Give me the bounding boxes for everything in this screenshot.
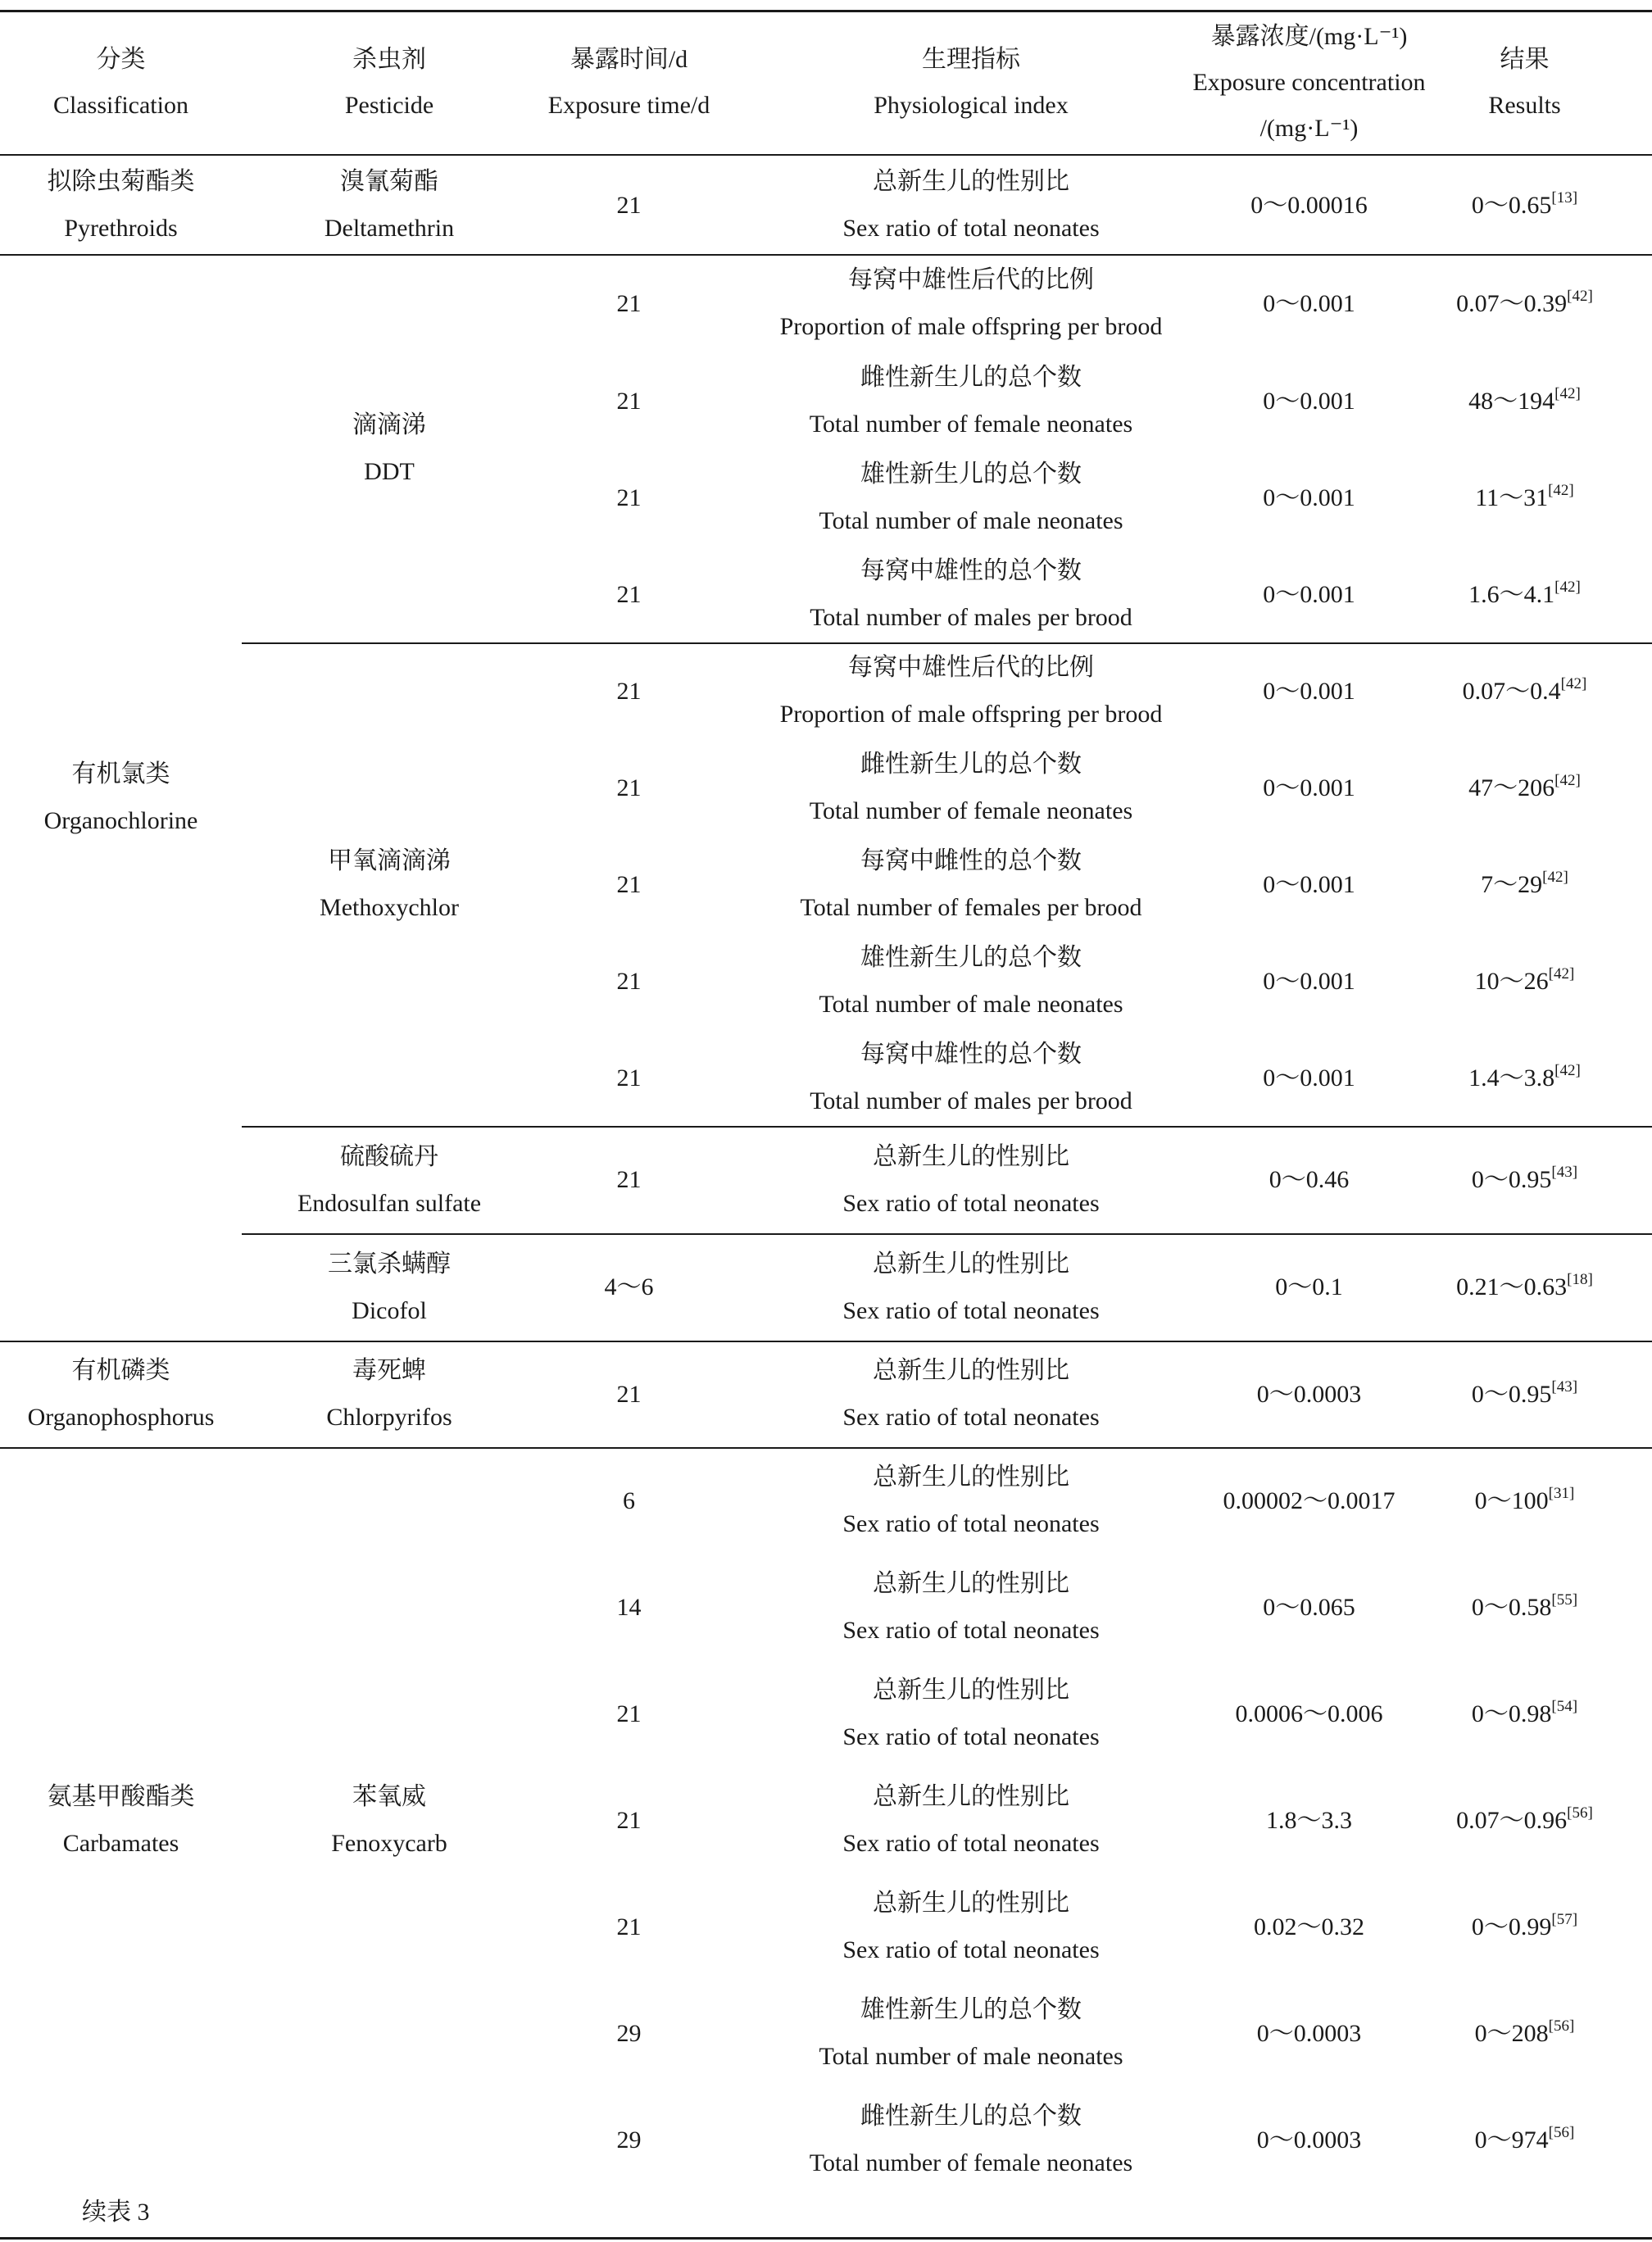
result-cell [1397, 1447, 1652, 1554]
physiological-index-cell [721, 1873, 1221, 1980]
result-cell [1397, 836, 1652, 933]
exposure-concentration-value: 0.0006～0.006 [1235, 1700, 1383, 1727]
physiological-index-zh: 总新生儿的性别比 [873, 1677, 1069, 1704]
header-index-en: Physiological index [874, 92, 1069, 119]
result-value: 48～194[42] [1468, 384, 1581, 415]
physiological-index-en: Sex ratio of total neonates [842, 1723, 1100, 1750]
exposure-time-cell [537, 449, 721, 546]
exposure-time-cell [537, 1767, 721, 1873]
exposure-concentration-value: 0～0.065 [1263, 1593, 1355, 1621]
pesticide-cell [242, 156, 537, 254]
exposure-time-cell [537, 352, 721, 449]
pesticide-en: DDT [364, 458, 415, 485]
result-value: 7～29[42] [1481, 868, 1568, 898]
physiological-index-en: Total number of female neonates [809, 411, 1133, 438]
result-value: 0～974[56] [1474, 2123, 1575, 2154]
pesticide-cell [242, 642, 537, 1126]
header-time-en: Exposure time/d [547, 92, 710, 119]
classification-zh: 拟除虫菊酯类 [47, 168, 195, 195]
classification-cell [0, 1341, 242, 1447]
exposure-time-value: 4～6 [604, 1273, 654, 1300]
pesticide-zh: 硫酸硫丹 [340, 1142, 438, 1170]
pesticide-cell [242, 254, 537, 642]
exposure-concentration-value: 0～0.001 [1263, 387, 1355, 415]
physiological-index-zh: 雄性新生儿的总个数 [860, 1996, 1082, 2023]
exposure-time-value: 6 [623, 1486, 635, 1514]
reference-superscript: [54] [1551, 1697, 1578, 1715]
reference-superscript: [31] [1548, 1484, 1575, 1502]
physiological-index-zh: 雌性新生儿的总个数 [860, 2103, 1082, 2130]
physiological-index-zh: 雌性新生儿的总个数 [860, 364, 1082, 391]
result-cell [1397, 1660, 1652, 1767]
physiological-index-en: Proportion of male offspring per brood [779, 701, 1163, 728]
header-exposure-concentration [1192, 11, 1426, 154]
reference-superscript: [56] [1548, 2123, 1575, 2141]
pesticide-zh: 毒死蜱 [352, 1357, 426, 1384]
exposure-time-value: 21 [616, 967, 642, 995]
result-value: 0～0.98[54] [1471, 1697, 1578, 1727]
physiological-index-en: Sex ratio of total neonates [842, 1617, 1100, 1644]
exposure-concentration-cell [1221, 739, 1397, 836]
exposure-concentration-value: 0～0.001 [1263, 483, 1355, 511]
exposure-concentration-cell [1221, 352, 1397, 449]
physiological-index-en: Total number of male neonates [819, 2043, 1123, 2070]
classification-cell [0, 156, 242, 254]
header-exposure-time [537, 11, 721, 154]
result-cell [1397, 1767, 1652, 1873]
exposure-concentration-value: 0.02～0.32 [1254, 1913, 1364, 1940]
exposure-concentration-value: 0～0.001 [1263, 967, 1355, 995]
header-results-en: Results [1488, 92, 1561, 119]
exposure-time-cell [537, 1554, 721, 1660]
exposure-time-value: 21 [616, 387, 642, 415]
exposure-time-cell [537, 1873, 721, 1980]
result-value: 10～26[42] [1474, 964, 1575, 995]
physiological-index-cell [721, 546, 1221, 642]
reference-superscript: [42] [1548, 481, 1574, 499]
exposure-concentration-value: 0～0.0003 [1256, 1380, 1362, 1408]
physiological-index-zh: 每窝中雄性后代的比例 [848, 654, 1094, 681]
result-cell [1397, 254, 1652, 352]
header-results [1397, 11, 1652, 154]
exposure-concentration-cell [1221, 156, 1397, 254]
pesticide-cell [242, 1341, 537, 1447]
exposure-time-value: 21 [616, 1806, 642, 1834]
physiological-index-cell [721, 836, 1221, 933]
result-value: 0～208[56] [1474, 2017, 1575, 2047]
pesticide-zh: 甲氧滴滴涕 [328, 847, 451, 874]
result-value: 0.21～0.63[18] [1456, 1271, 1593, 1300]
classification-cell [0, 254, 242, 1341]
physiological-index-en: Sex ratio of total neonates [842, 1510, 1100, 1537]
result-cell [1397, 1341, 1652, 1447]
physiological-index-cell [721, 352, 1221, 449]
result-value: 0～0.99[57] [1471, 1910, 1578, 1940]
physiological-index-cell [721, 2086, 1221, 2193]
result-value: 0～0.95[43] [1471, 1164, 1578, 1193]
exposure-time-value: 21 [616, 1380, 642, 1408]
result-cell [1397, 739, 1652, 836]
physiological-index-cell [721, 642, 1221, 739]
reference-superscript: [42] [1554, 771, 1581, 789]
physiological-index-zh: 总新生儿的性别比 [873, 1250, 1069, 1278]
exposure-concentration-value: 0～0.0003 [1256, 2019, 1362, 2047]
exposure-time-cell [537, 836, 721, 933]
result-cell [1397, 352, 1652, 449]
reference-superscript: [13] [1551, 188, 1578, 206]
result-cell [1397, 156, 1652, 254]
header-results-zh: 结果 [1500, 46, 1550, 73]
header-conc-en: Exposure concentration [1192, 69, 1426, 96]
exposure-time-value: 21 [616, 1166, 642, 1193]
reference-superscript: [42] [1542, 868, 1568, 886]
header-physiological-index [721, 11, 1221, 154]
pesticide-zh: 滴滴涕 [352, 411, 426, 438]
physiological-index-zh: 总新生儿的性别比 [873, 1464, 1069, 1491]
reference-superscript: [42] [1554, 1061, 1581, 1079]
exposure-time-cell [537, 2086, 721, 2193]
physiological-index-zh: 总新生儿的性别比 [873, 1142, 1069, 1170]
pesticide-cell [242, 1233, 537, 1341]
header-index-zh: 生理指标 [922, 46, 1020, 73]
exposure-time-cell [537, 156, 721, 254]
result-cell [1397, 2086, 1652, 2193]
exposure-time-value: 21 [616, 483, 642, 511]
physiological-index-zh: 总新生儿的性别比 [873, 1783, 1069, 1810]
physiological-index-en: Total number of males per brood [810, 1087, 1132, 1114]
result-cell [1397, 1233, 1652, 1341]
pesticide-en: Chlorpyrifos [326, 1404, 452, 1431]
physiological-index-cell [721, 254, 1221, 352]
physiological-index-en: Total number of male neonates [819, 507, 1123, 534]
reference-superscript: [57] [1551, 1910, 1578, 1928]
exposure-time-value: 21 [616, 191, 642, 219]
exposure-time-value: 29 [616, 2019, 642, 2047]
result-cell [1397, 1126, 1652, 1233]
physiological-index-en: Total number of males per brood [810, 604, 1132, 631]
physiological-index-en: Sex ratio of total neonates [842, 1189, 1100, 1217]
classification-cell [0, 1447, 242, 2193]
result-cell [1397, 642, 1652, 739]
pesticide-zh: 三氯杀螨醇 [328, 1250, 451, 1278]
result-value: 0.07～0.39[42] [1456, 287, 1593, 317]
classification-en: Organophosphorus [27, 1404, 215, 1431]
exposure-concentration-cell [1221, 933, 1397, 1029]
reference-superscript: [43] [1551, 1164, 1578, 1181]
reference-superscript: [42] [1548, 964, 1575, 983]
physiological-index-en: Total number of female neonates [809, 2149, 1133, 2176]
physiological-index-zh: 雌性新生儿的总个数 [860, 751, 1082, 778]
physiological-index-en: Total number of male neonates [819, 991, 1123, 1018]
result-value: 0.07～0.4[42] [1462, 674, 1587, 705]
exposure-time-value: 14 [616, 1593, 642, 1621]
classification-en: Pyrethroids [64, 215, 178, 242]
physiological-index-cell [721, 1980, 1221, 2086]
pesticide-cell [242, 1447, 537, 2193]
physiological-index-zh: 总新生儿的性别比 [873, 1357, 1069, 1384]
reference-superscript: [55] [1551, 1591, 1578, 1609]
exposure-time-cell [537, 1341, 721, 1447]
exposure-concentration-value: 0～0.46 [1268, 1166, 1350, 1193]
result-value: 47～206[42] [1468, 771, 1581, 801]
header-pesticide [242, 11, 537, 154]
exposure-time-value: 29 [616, 2126, 642, 2154]
pesticide-zh: 苯氧威 [352, 1783, 426, 1810]
physiological-index-cell [721, 933, 1221, 1029]
exposure-time-value: 21 [616, 289, 642, 317]
result-cell [1397, 546, 1652, 642]
header-pesticide-en: Pesticide [344, 92, 434, 119]
physiological-index-en: Sex ratio of total neonates [842, 1296, 1100, 1324]
physiological-index-zh: 总新生儿的性别比 [873, 1570, 1069, 1597]
result-cell [1397, 1029, 1652, 1126]
reference-superscript: [56] [1567, 1804, 1593, 1822]
physiological-index-zh: 每窝中雌性的总个数 [860, 847, 1082, 874]
physiological-index-cell [721, 1233, 1221, 1341]
table-bottom-rule [0, 2237, 1652, 2240]
exposure-concentration-cell [1221, 1873, 1397, 1980]
exposure-concentration-cell [1221, 1554, 1397, 1660]
exposure-time-cell [537, 739, 721, 836]
physiological-index-cell [721, 1029, 1221, 1126]
physiological-index-cell [721, 1767, 1221, 1873]
result-value: 0～100[31] [1474, 1484, 1575, 1514]
result-value: 0～0.58[55] [1471, 1591, 1578, 1621]
exposure-concentration-value: 0～0.1 [1275, 1273, 1343, 1300]
result-value: 0.07～0.96[56] [1456, 1804, 1593, 1834]
physiological-index-cell [721, 739, 1221, 836]
result-value: 0～0.65[13] [1471, 188, 1578, 219]
exposure-time-value: 21 [616, 870, 642, 898]
reference-superscript: [18] [1567, 1271, 1593, 1288]
header-time-zh: 暴露时间/d [570, 46, 688, 73]
header-conc-zh: 暴露浓度/(mg·L⁻¹) [1210, 23, 1408, 50]
physiological-index-cell [721, 1660, 1221, 1767]
exposure-time-cell [537, 1126, 721, 1233]
pesticide-en: Dicofol [352, 1296, 427, 1324]
physiological-index-en: Total number of females per brood [800, 894, 1142, 921]
exposure-time-value: 21 [616, 1064, 642, 1092]
exposure-concentration-value: 0～0.001 [1263, 289, 1355, 317]
result-cell [1397, 1873, 1652, 1980]
exposure-concentration-cell [1221, 1660, 1397, 1767]
reference-superscript: [42] [1560, 674, 1587, 692]
exposure-time-cell [537, 546, 721, 642]
exposure-concentration-cell [1221, 449, 1397, 546]
exposure-concentration-cell [1221, 836, 1397, 933]
exposure-concentration-value: 0～0.001 [1263, 677, 1355, 705]
exposure-concentration-value: 0～0.001 [1263, 870, 1355, 898]
reference-superscript: [42] [1554, 578, 1581, 596]
result-cell [1397, 1980, 1652, 2086]
reference-superscript: [42] [1554, 384, 1581, 402]
header-classification-en: Classification [53, 92, 188, 119]
result-cell [1397, 933, 1652, 1029]
result-cell [1397, 1554, 1652, 1660]
exposure-time-cell [537, 1660, 721, 1767]
classification-en: Organochlorine [43, 807, 198, 834]
exposure-time-cell [537, 1980, 721, 2086]
exposure-time-cell [537, 1447, 721, 1554]
header-pesticide-zh: 杀虫剂 [352, 46, 426, 73]
exposure-concentration-value: 0～0.0003 [1256, 2126, 1362, 2154]
physiological-index-cell [721, 1126, 1221, 1233]
physiological-index-en: Sex ratio of total neonates [842, 1404, 1100, 1431]
classification-en: Carbamates [62, 1830, 179, 1857]
exposure-time-cell [537, 642, 721, 739]
exposure-concentration-cell [1221, 2086, 1397, 2193]
exposure-concentration-cell [1221, 642, 1397, 739]
physiological-index-cell [721, 1341, 1221, 1447]
header-classification-zh: 分类 [96, 46, 146, 73]
exposure-concentration-value: 0～0.001 [1263, 580, 1355, 608]
result-value: 1.6～4.1[42] [1468, 578, 1581, 608]
physiological-index-en: Total number of female neonates [809, 797, 1133, 824]
pesticide-en: Deltamethrin [324, 215, 455, 242]
exposure-time-value: 21 [616, 1700, 642, 1727]
exposure-concentration-cell [1221, 1980, 1397, 2086]
physiological-index-cell [721, 1447, 1221, 1554]
classification-zh: 有机磷类 [71, 1357, 170, 1384]
physiological-index-zh: 雄性新生儿的总个数 [860, 461, 1082, 488]
pesticide-cell [242, 1126, 537, 1233]
classification-zh: 氨基甲酸酯类 [47, 1783, 195, 1810]
header-conc-unit: /(mg·L⁻¹) [1259, 115, 1359, 142]
header-classification [0, 11, 242, 154]
exposure-concentration-cell [1221, 1341, 1397, 1447]
exposure-time-cell [537, 1233, 721, 1341]
reference-superscript: [43] [1551, 1377, 1578, 1396]
exposure-concentration-cell [1221, 1126, 1397, 1233]
exposure-concentration-cell [1221, 1029, 1397, 1126]
exposure-concentration-value: 0～0.001 [1263, 774, 1355, 801]
result-value: 0～0.95[43] [1471, 1377, 1578, 1408]
reference-superscript: [56] [1548, 2017, 1575, 2035]
classification-zh: 有机氯类 [71, 760, 170, 787]
physiological-index-zh: 总新生儿的性别比 [873, 1890, 1069, 1917]
exposure-time-value: 21 [616, 580, 642, 608]
exposure-concentration-cell [1221, 1233, 1397, 1341]
exposure-concentration-cell [1221, 546, 1397, 642]
result-cell [1397, 449, 1652, 546]
exposure-concentration-value: 0～0.001 [1263, 1064, 1355, 1092]
exposure-concentration-value: 0～0.00016 [1250, 191, 1368, 219]
physiological-index-cell [721, 449, 1221, 546]
reference-superscript: [42] [1567, 287, 1593, 305]
exposure-time-value: 21 [616, 1913, 642, 1940]
exposure-concentration-value: 1.8～3.3 [1266, 1806, 1352, 1834]
exposure-time-value: 21 [616, 677, 642, 705]
pesticide-en: Fenoxycarb [331, 1830, 447, 1857]
result-value: 1.4～3.8[42] [1468, 1061, 1581, 1092]
pesticide-zh: 溴氰菊酯 [340, 168, 438, 195]
physiological-index-cell [721, 1554, 1221, 1660]
exposure-concentration-cell [1221, 1447, 1397, 1554]
physiological-index-en: Sex ratio of total neonates [842, 215, 1100, 242]
physiological-index-zh: 每窝中雄性的总个数 [860, 1041, 1082, 1068]
result-value: 11～31[42] [1475, 481, 1574, 511]
exposure-time-value: 21 [616, 774, 642, 801]
exposure-time-cell [537, 1029, 721, 1126]
table-continued-note: 续表 3 [82, 2199, 150, 2226]
physiological-index-zh: 每窝中雄性的总个数 [860, 557, 1082, 584]
exposure-concentration-cell [1221, 1767, 1397, 1873]
exposure-time-cell [537, 933, 721, 1029]
physiological-index-en: Proportion of male offspring per brood [779, 313, 1163, 340]
exposure-time-cell [537, 254, 721, 352]
pesticide-en: Methoxychlor [320, 894, 459, 921]
exposure-concentration-value: 0.00002～0.0017 [1223, 1486, 1396, 1514]
physiological-index-zh: 每窝中雄性后代的比例 [848, 266, 1094, 293]
exposure-concentration-cell [1221, 254, 1397, 352]
physiological-index-zh: 雄性新生儿的总个数 [860, 944, 1082, 971]
physiological-index-cell [721, 156, 1221, 254]
physiological-index-en: Sex ratio of total neonates [842, 1936, 1100, 1963]
physiological-index-zh: 总新生儿的性别比 [873, 168, 1069, 195]
physiological-index-en: Sex ratio of total neonates [842, 1830, 1100, 1857]
pesticide-en: Endosulfan sulfate [297, 1189, 482, 1217]
